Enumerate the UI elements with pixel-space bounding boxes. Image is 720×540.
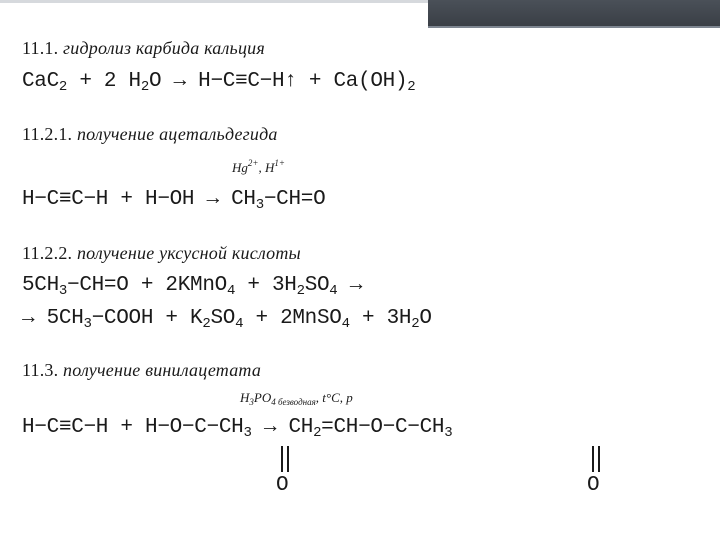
top-bar-dark-block xyxy=(428,0,720,26)
equation-calcium-carbide-hydrolysis: CaC$_2$ + 2 $H_2O$ → H−C≡C−H↑ + $Ca(OH)_2$ xyxy=(22,70,416,95)
top-bar-underline xyxy=(428,26,720,28)
heading-text: получение винилацетата xyxy=(63,360,262,380)
heading-number: 11.3. xyxy=(22,360,59,380)
reaction-condition-phosphoric-acid: $H_3PO_{4 безводная}$, t°C, p xyxy=(240,390,353,407)
heading-11-2-1 xyxy=(22,124,278,145)
equation-vinyl-acetate: $H-C\equiv C-H + H-O-C-CH_3 \to CH_2=CH-O-C-CH_3$ xyxy=(22,416,453,441)
double-bond-right-a xyxy=(592,446,594,472)
heading-11-3 xyxy=(22,360,261,381)
heading-number: 11.1. xyxy=(22,38,59,58)
heading-text: получение ацетальдегида xyxy=(76,124,278,144)
top-bar-accent xyxy=(0,0,428,3)
heading-number: 11.2.1. xyxy=(22,124,73,144)
heading-11-2-2 xyxy=(22,243,301,264)
double-bond-left-a xyxy=(281,446,283,472)
equation-acetic-acid-line-1: $5CH_3-CH=O$ + 2KMnO$_4$ + $3H_2SO_4$ → xyxy=(22,274,363,299)
double-bond-right-b xyxy=(598,446,600,472)
heading-text: получение уксусной кислоты xyxy=(76,243,301,263)
heading-text: гидролиз карбида кальция xyxy=(63,38,265,58)
heading-11-1 xyxy=(22,38,265,59)
heading-number: 11.2.2. xyxy=(22,243,73,263)
double-bond-left-b xyxy=(287,446,289,472)
carbonyl-oxygen-right: O xyxy=(587,474,600,497)
equation-acetaldehyde: $H-C\equiv C-H + H-OH \to CH_3-CH=O$ xyxy=(22,188,326,213)
reaction-condition-catalyst: $Hg^{2+}$, $H^{1+}$ xyxy=(232,158,285,175)
slide-top-bar xyxy=(0,0,720,26)
carbonyl-oxygen-left: O xyxy=(276,474,289,497)
equation-acetic-acid-line-2: → $5CH_3-COOH + K_2SO_4$ + 2MnSO$_4$ + $3H_2O$ xyxy=(22,307,432,332)
